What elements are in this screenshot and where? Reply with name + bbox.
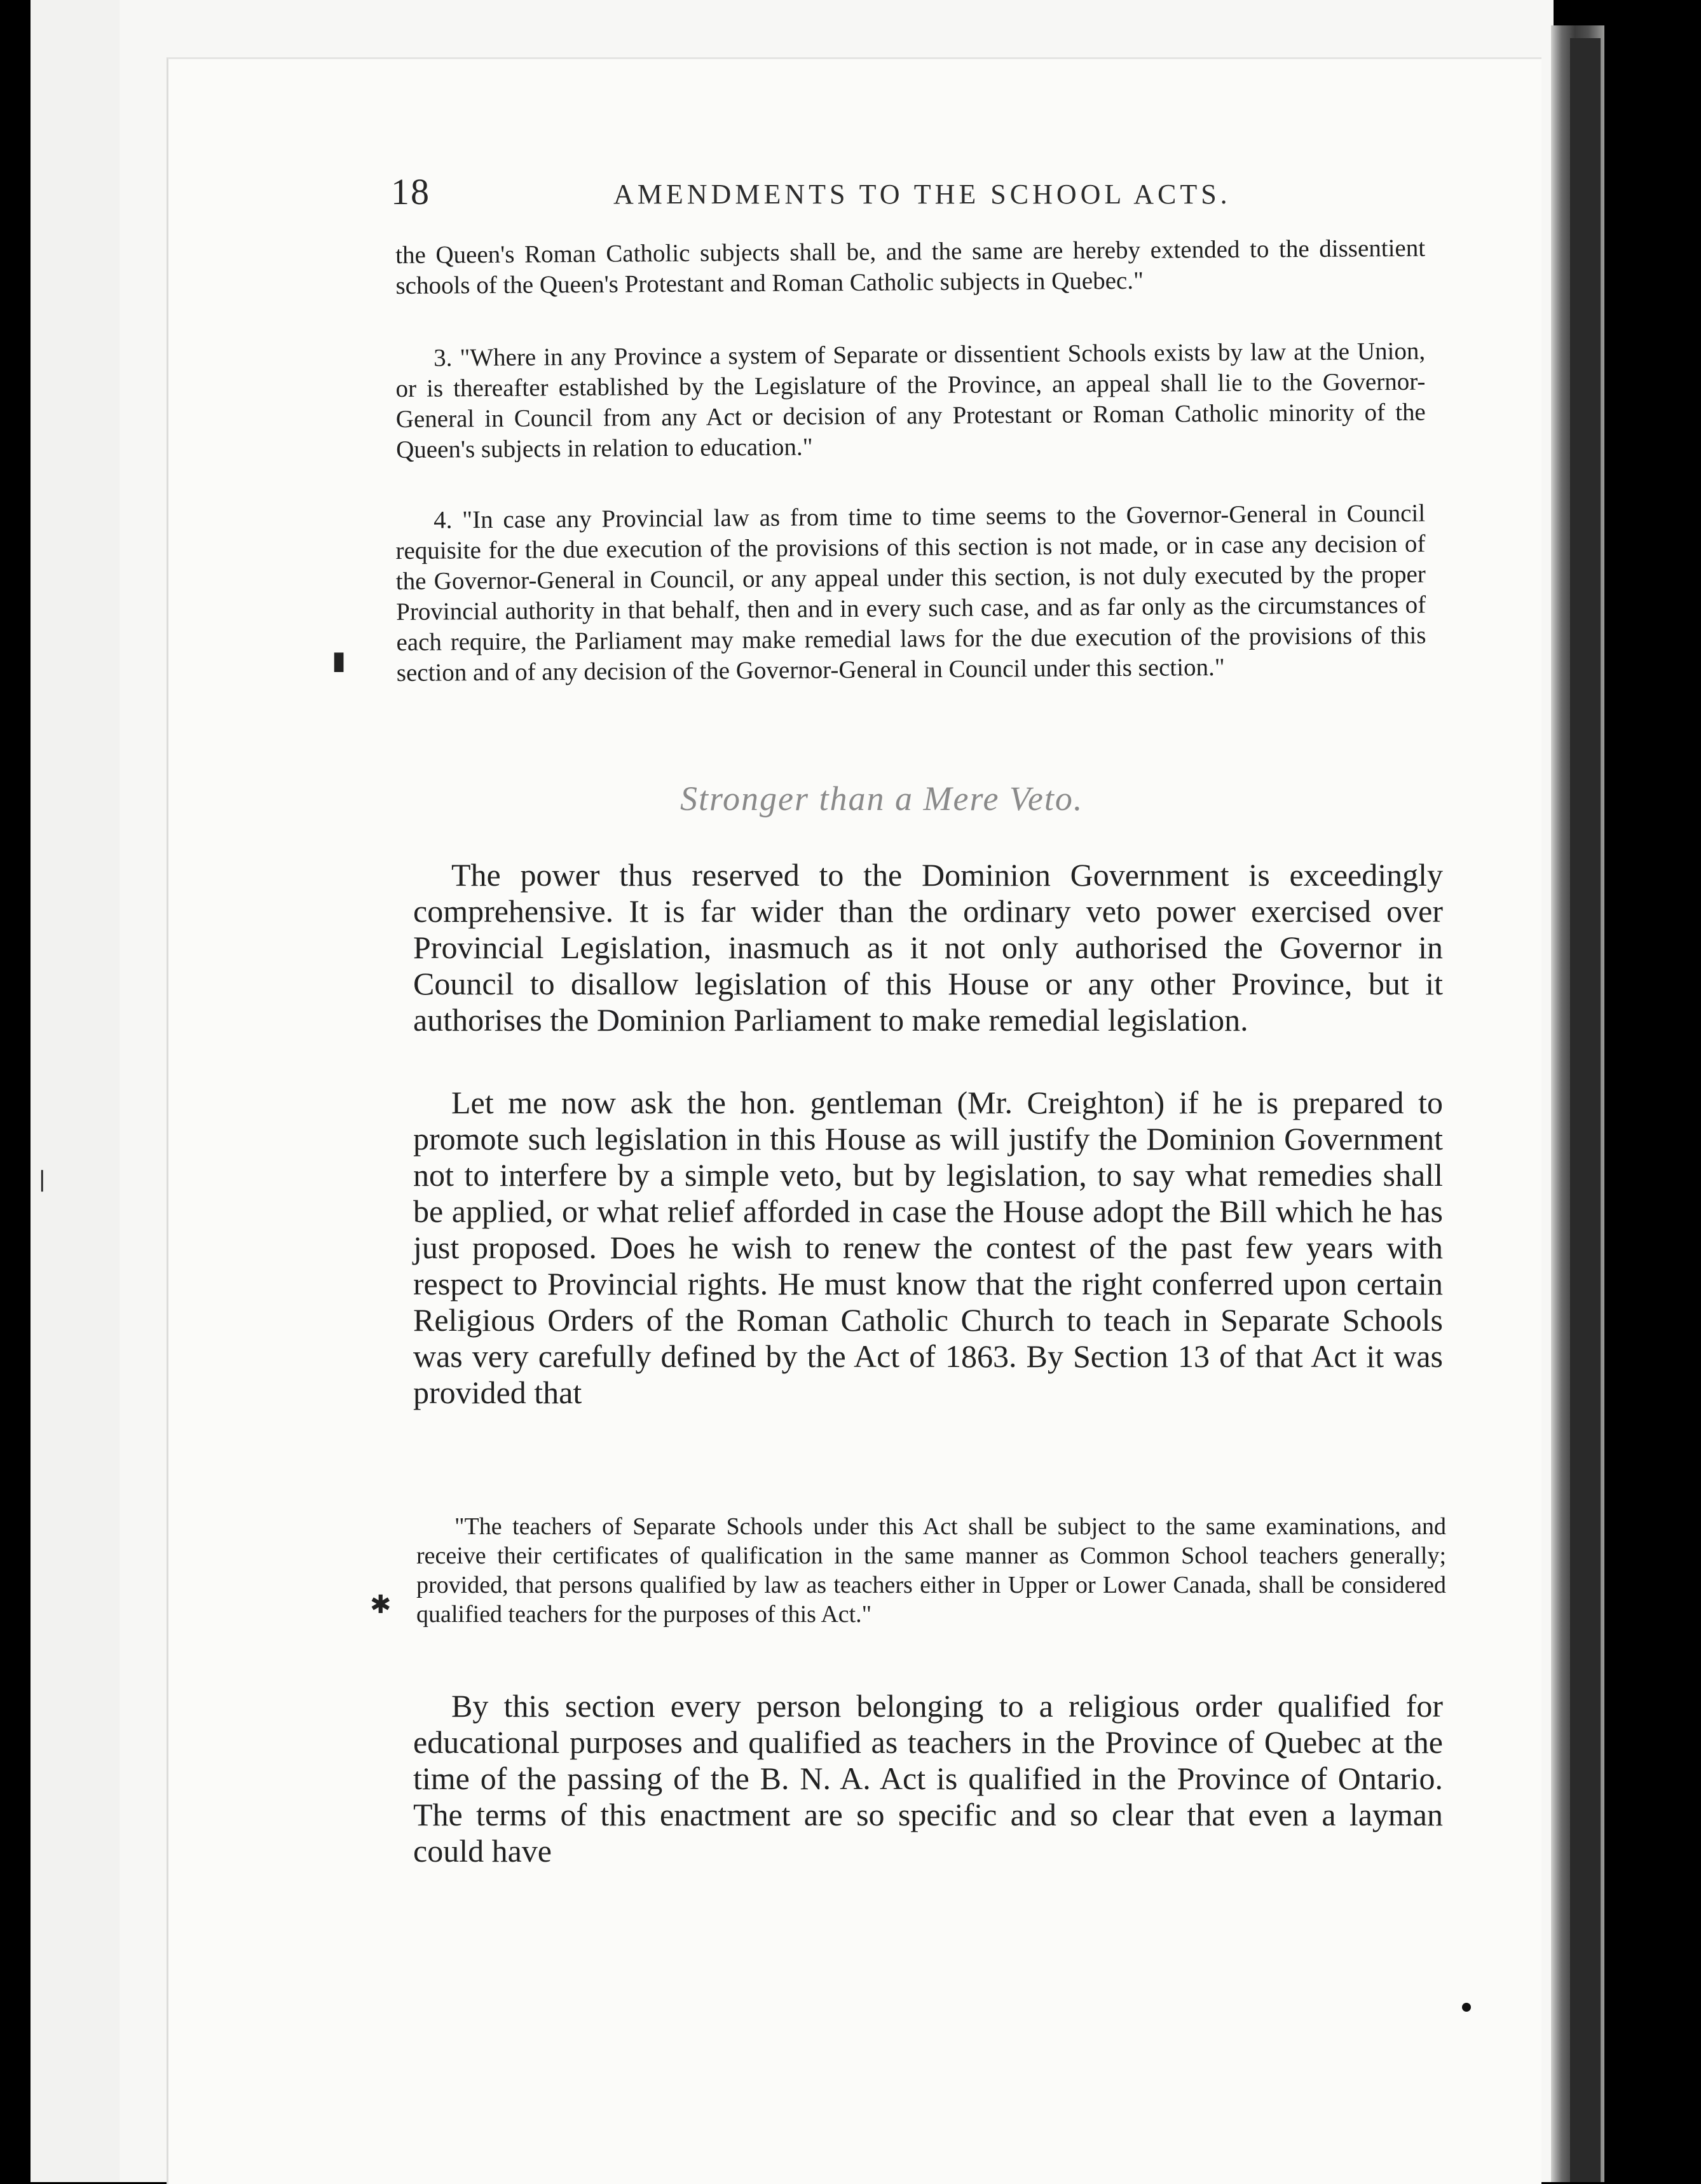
section-title: Stronger than a Mere Veto.: [680, 780, 1084, 818]
paragraph-1-text: The power thus reserved to the Dominion Government is exceedingly comprehensive. It is far wider than the ordinary veto power exercised over Provincial Legislation, inasmuch as it not only authorised the Governor in Council to disallow legislation of this House or any other Province, but it authorises the Dominion Parliament to make remedial legislation.: [413, 857, 1443, 1038]
quote-act-1863: [416, 1512, 1446, 1629]
ink-dot-icon: [1462, 2003, 1471, 2012]
quote-continuation: [395, 233, 1426, 309]
clause-4-text: 4. "In case any Provincial law as from time to time seems to the Governor-General in Council requisite for the due execution of the provisions of this section is not made, or in case any decision of the Governor-General in Council, or any appeal under this section, is not duly executed by the proper Provincial authority in that behalf, then and in every such case, and as far only as the circumstances of each require, the Parliament may make remedial laws for the due execution of the provisions of this section and of any decision of the Governor-General in Council under this section.": [395, 499, 1426, 687]
page-number: 18: [391, 171, 430, 212]
body-paragraph-3: [413, 1688, 1443, 1869]
margin-tick-icon: ❘: [33, 1168, 51, 1192]
margin-star-icon: ✱: [370, 1590, 392, 1619]
paragraph-2-text: Let me now ask the hon. gentleman (Mr. Creighton) if he is prepared to promote such legislation in this House as will justify the Dominion Government not to interfere by a simple veto, but by legislation, to say what remedies shall be applied, or what relief afforded in case the House adopt the Bill which he has just proposed. Does he wish to renew the contest of the past few years with respect to Provincial rights. He must know that the right conferred upon certain Religious Orders of the Roman Catholic Church to teach in Separate Schools was very carefully defined by the Act of 1863. By Section 13 of that Act it was provided that: [413, 1085, 1443, 1410]
quote-continuation-text: the Queen's Roman Catholic subjects shall be, and the same are hereby extended to the dissentient schools of the Queen's Protestant and Roman Catholic subjects in Quebec.": [395, 234, 1426, 299]
clause-3-text: 3. "Where in any Province a system of Separate or dissentient Schools exists by law at the Union, or is thereafter established by the Legislature of the Province, an appeal shall lie to the Governor-General in Council from any Act or decision of any Protestant or Roman Catholic minority of the Queen's subjects in relation to education.": [395, 337, 1426, 464]
margin-mark-icon: ▮: [332, 646, 346, 675]
quote-act-1863-text: "The teachers of Separate Schools under this Act shall be subject to the same examinations, and receive their certificates of qualification in the same manner as Common School teachers generally; provided, that persons qualified by law as teachers either in Upper or Lower Canada, shall be considered qualified teachers for the purposes of this Act.": [416, 1513, 1446, 1628]
running-head: [391, 170, 1535, 221]
body-paragraph-2: [413, 1085, 1443, 1411]
paragraph-3-text: By this section every person belonging to a religious order qualified for educational purposes and qualified as teachers in the Province of Quebec at the time of the passing of the B. N. A. Act is qualified in the Province of Ontario. The terms of this enactment are so specific and so clear that even a layman could have: [413, 1688, 1443, 1869]
outer-page-edge: [31, 0, 120, 2182]
quote-clause-4: [395, 498, 1426, 696]
quote-clause-3: [395, 336, 1426, 473]
page-heading: AMENDMENTS TO THE SCHOOL ACTS.: [613, 179, 1231, 210]
binding-shadow: [1570, 38, 1601, 2182]
body-paragraph-1: [413, 857, 1443, 1038]
